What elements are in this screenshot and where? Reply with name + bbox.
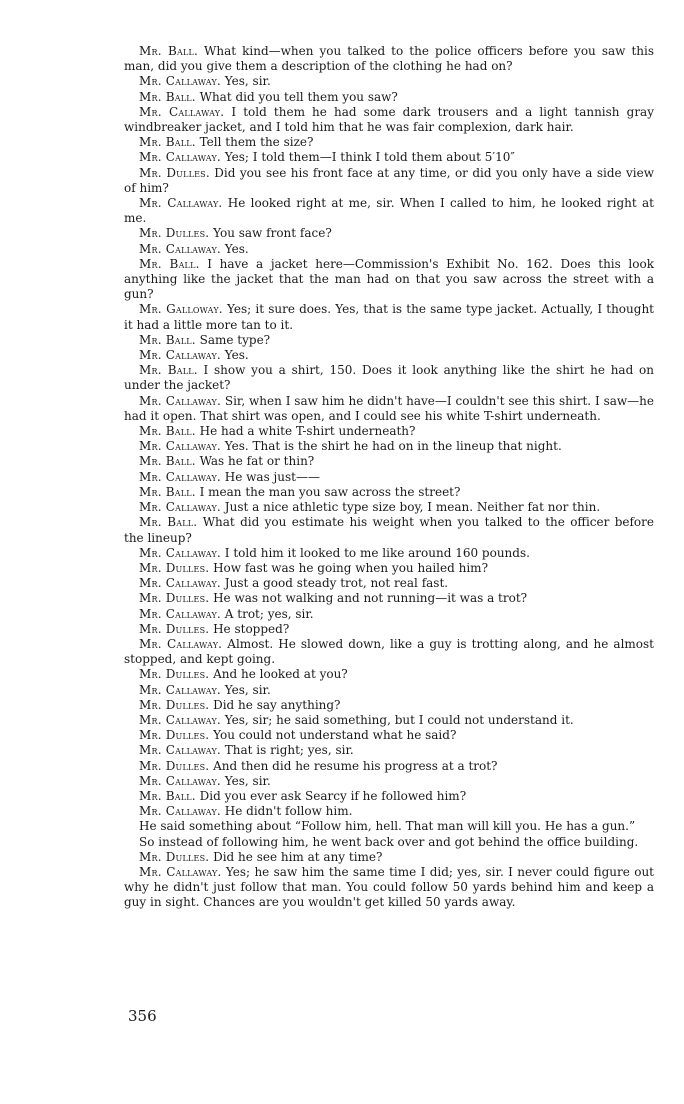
testimony-text: A trot; yes, sir. <box>224 606 314 621</box>
transcript-paragraph <box>124 835 654 850</box>
transcript-paragraph <box>124 607 654 622</box>
transcript-paragraph <box>124 683 654 698</box>
transcript-paragraph <box>124 546 654 561</box>
speaker-label: Mr. Dulles. <box>139 728 210 743</box>
transcript-paragraph <box>124 302 654 332</box>
speaker-label: Mr. Ball. <box>139 89 196 104</box>
testimony-text: Yes, sir. <box>224 74 271 89</box>
transcript-paragraph <box>124 667 654 682</box>
transcript-paragraph <box>124 622 654 637</box>
speaker-label: Mr. Callaway. <box>139 74 221 89</box>
speaker-label: Mr. Ball. <box>139 484 196 499</box>
speaker-label: Mr. Callaway. <box>139 439 221 454</box>
transcript-paragraph <box>124 698 654 713</box>
testimony-text: Same type? <box>199 332 271 347</box>
transcript-paragraph <box>124 135 654 150</box>
transcript-paragraph <box>124 363 654 393</box>
testimony-text: Just a good steady trot, not real fast. <box>224 576 449 591</box>
speaker-label: Mr. Dulles. <box>139 226 210 241</box>
transcript-paragraph <box>124 576 654 591</box>
speaker-label: Mr. Callaway. <box>139 348 221 363</box>
speaker-label: Mr. Dulles. <box>139 849 210 864</box>
transcript-paragraph <box>124 394 654 424</box>
testimony-text: Was he fat or thin? <box>199 454 315 469</box>
testimony-text: I have a jacket here—Commission's Exhibit No. 162. Does this look anything like the jacket that the man had on that you saw across the street with a gun? <box>124 256 654 302</box>
testimony-text: Yes. <box>224 348 249 363</box>
testimony-text: He said something about “Follow him, hell. That man will kill you. He has a gun.” <box>139 819 636 834</box>
testimony-text: Yes; he saw him the same time I did; yes, sir. I never could figure out why he didn't just follow that man. You could follow 50 yards behind him and keep a guy in sight. Chances are you wouldn't get killed 50 yards away. <box>124 864 654 910</box>
testimony-text: That is right; yes, sir. <box>224 743 354 758</box>
testimony-text: I mean the man you saw across the street? <box>199 484 461 499</box>
speaker-label: Mr. Callaway. <box>139 636 223 651</box>
transcript-paragraph <box>124 637 654 667</box>
testimony-text: I told him it looked to me like around 160 pounds. <box>224 545 530 560</box>
transcript-paragraph <box>124 789 654 804</box>
testimony-text: Yes; it sure does. Yes, that is the same type jacket. Actually, I thought it had a little more tan to it. <box>124 302 654 332</box>
testimony-text: Yes; I told them—I think I told them about 5′10″ <box>224 150 515 165</box>
testimony-text: What kind—when you talked to the police officers before you saw this man, did you give them a description of the clothing he had on? <box>124 44 654 74</box>
transcript-paragraph <box>124 819 654 834</box>
testimony-text: I show you a shirt, 150. Does it look anything like the shirt he had on under the jacket? <box>124 363 654 393</box>
transcript-paragraph <box>124 439 654 454</box>
speaker-label: Mr. Dulles. <box>139 560 210 575</box>
testimony-text: What did you tell them you saw? <box>199 89 398 104</box>
testimony-text: He stopped? <box>213 621 290 636</box>
testimony-text: He was not walking and not running—it was a trot? <box>213 591 528 606</box>
speaker-label: Mr. Callaway. <box>139 241 221 256</box>
testimony-text: He was just—— <box>224 469 320 484</box>
speaker-label: Mr. Callaway. <box>139 500 221 515</box>
speaker-label: Mr. Callaway. <box>139 104 225 119</box>
transcript-paragraph <box>124 759 654 774</box>
testimony-text: What did you estimate his weight when you talked to the officer before the lineup? <box>124 515 654 545</box>
testimony-text: And then did he resume his progress at a trot? <box>213 758 498 773</box>
speaker-label: Mr. Ball. <box>139 363 198 378</box>
speaker-label: Mr. Callaway. <box>139 712 221 727</box>
speaker-label: Mr. Callaway. <box>139 150 221 165</box>
testimony-text: Yes, sir. <box>224 773 271 788</box>
transcript-paragraph <box>124 804 654 819</box>
transcript-paragraph <box>124 850 654 865</box>
speaker-label: Mr. Dulles. <box>139 165 210 180</box>
transcript-paragraph <box>124 515 654 545</box>
transcript-paragraph <box>124 500 654 515</box>
testimony-text: Yes, sir; he said something, but I could not understand it. <box>224 712 574 727</box>
testimony-text: I told them he had some dark trousers and a light tannish gray windbreaker jacket, and I told him that he was fair complexion, dark hair. <box>124 104 654 135</box>
testimony-text: Did he see him at any time? <box>213 849 383 864</box>
testimony-text: And he looked at you? <box>213 667 348 682</box>
transcript-paragraph <box>124 454 654 469</box>
transcript-paragraph <box>124 424 654 439</box>
testimony-text: He didn't follow him. <box>224 804 353 819</box>
testimony-text: He had a white T-shirt underneath? <box>199 424 416 439</box>
speaker-label: Mr. Ball. <box>139 44 198 58</box>
transcript-paragraph <box>124 196 654 226</box>
speaker-label: Mr. Callaway. <box>139 469 221 484</box>
speaker-label: Mr. Dulles. <box>139 621 210 636</box>
speaker-label: Mr. Callaway. <box>139 804 221 819</box>
testimony-text: Yes. <box>224 241 249 256</box>
testimony-text: Did you ever ask Searcy if he followed him? <box>199 788 467 803</box>
speaker-label: Mr. Callaway. <box>139 773 221 788</box>
transcript-paragraph <box>124 561 654 576</box>
transcript-paragraph <box>124 591 654 606</box>
speaker-label: Mr. Galloway. <box>139 302 223 317</box>
transcript-paragraph <box>124 74 654 89</box>
speaker-label: Mr. Callaway. <box>139 682 221 697</box>
speaker-label: Mr. Ball. <box>139 454 196 469</box>
transcript-paragraph <box>124 242 654 257</box>
testimony-text: Did he say anything? <box>213 697 341 712</box>
testimony-text: Sir, when I saw him he didn't have—I couldn't see this shirt. I saw—he had it open. That shirt was open, and I could see his white T-shirt underneath. <box>124 393 654 423</box>
transcript-paragraph <box>124 150 654 165</box>
speaker-label: Mr. Callaway. <box>139 196 223 211</box>
speaker-label: Mr. Dulles. <box>139 667 210 682</box>
transcript-paragraph <box>124 774 654 789</box>
testimony-text: Tell them the size? <box>199 135 314 150</box>
speaker-label: Mr. Ball. <box>139 788 196 803</box>
speaker-label: Mr. Ball. <box>139 332 196 347</box>
testimony-text: Just a nice athletic type size boy, I mean. Neither fat nor thin. <box>224 500 601 515</box>
speaker-label: Mr. Callaway. <box>139 864 222 879</box>
transcript-paragraph <box>124 257 654 303</box>
testimony-text: Yes. That is the shirt he had on in the lineup that night. <box>224 439 562 454</box>
transcript-paragraph <box>124 166 654 196</box>
transcript-paragraph <box>124 470 654 485</box>
testimony-text: Did you see his front face at any time, or did you only have a side view of him? <box>124 165 655 195</box>
speaker-label: Mr. Callaway. <box>139 393 221 408</box>
speaker-label: Mr. Ball. <box>139 256 200 271</box>
transcript-paragraph <box>124 333 654 348</box>
transcript-paragraph <box>124 865 654 911</box>
testimony-text: You could not understand what he said? <box>213 728 457 743</box>
speaker-label: Mr. Callaway. <box>139 576 221 591</box>
testimony-text: How fast was he going when you hailed him? <box>213 560 488 575</box>
speaker-label: Mr. Callaway. <box>139 606 221 621</box>
speaker-label: Mr. Ball. <box>139 135 196 150</box>
speaker-label: Mr. Callaway. <box>139 743 221 758</box>
testimony-text: He looked right at me, sir. When I called to him, he looked right at me. <box>124 196 654 226</box>
testimony-text: So instead of following him, he went back over and got behind the office building. <box>139 834 639 849</box>
transcript-paragraph <box>124 728 654 743</box>
speaker-label: Mr. Ball. <box>139 515 198 530</box>
speaker-label: Mr. Ball. <box>139 424 196 439</box>
testimony-text: You saw front face? <box>213 226 332 241</box>
speaker-label: Mr. Dulles. <box>139 758 210 773</box>
transcript-paragraph <box>124 485 654 500</box>
transcript-page <box>124 44 654 911</box>
transcript-paragraph <box>124 743 654 758</box>
testimony-text: Yes, sir. <box>224 682 271 697</box>
transcript-paragraph <box>124 226 654 241</box>
transcript-paragraph <box>124 348 654 363</box>
transcript-paragraph <box>124 44 654 74</box>
transcript-paragraph <box>124 90 654 105</box>
speaker-label: Mr. Dulles. <box>139 591 210 606</box>
page-number: 356 <box>128 1007 157 1025</box>
speaker-label: Mr. Callaway. <box>139 545 221 560</box>
speaker-label: Mr. Dulles. <box>139 697 210 712</box>
transcript-paragraph <box>124 713 654 728</box>
transcript-paragraph <box>124 105 654 135</box>
testimony-text: Almost. He slowed down, like a guy is trotting along, and he almost stopped, and kept going. <box>124 636 654 667</box>
